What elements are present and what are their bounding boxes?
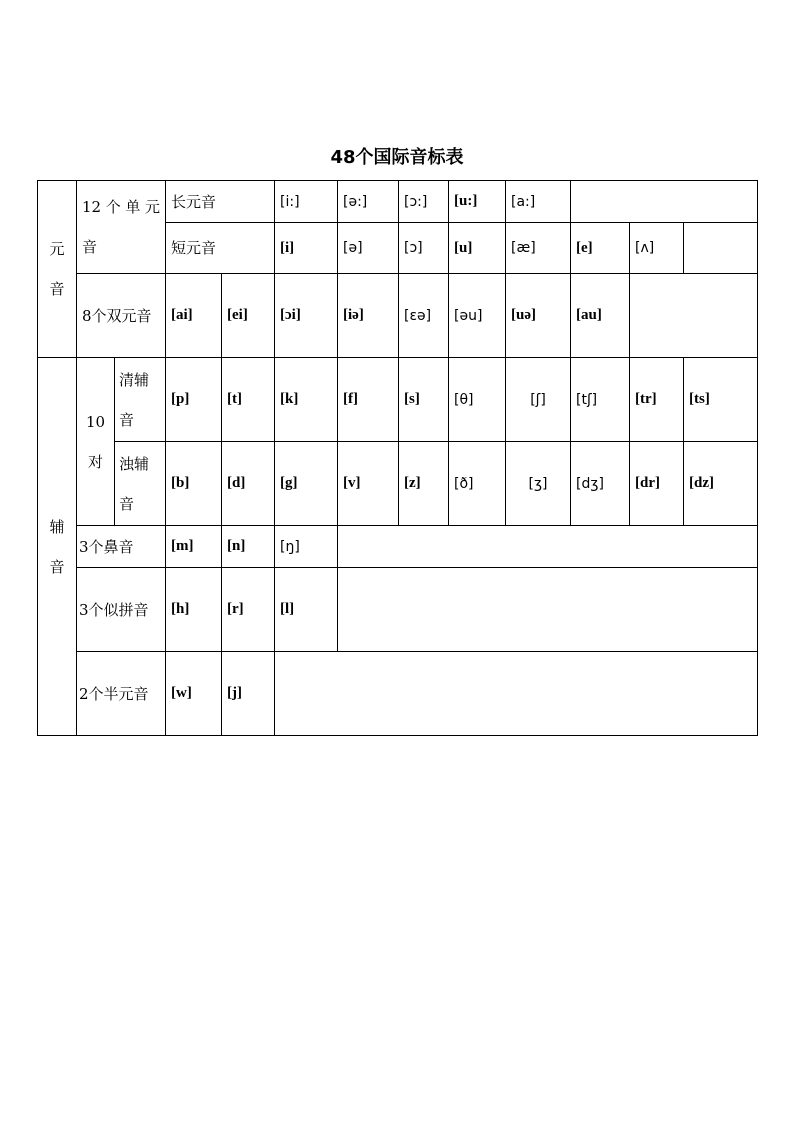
diphthong-symbol: [ei]	[222, 274, 275, 358]
diphthong-symbol: [ai]	[166, 274, 222, 358]
vowels-category-label: 元 音	[38, 181, 77, 358]
long-vowel-symbol: [a:]	[506, 181, 571, 223]
voiceless-symbol: [ʃ]	[506, 358, 571, 442]
long-vowel-symbol: [i:]	[275, 181, 338, 223]
diphthong-symbol: [əu]	[449, 274, 506, 358]
voiced-consonants-row	[38, 442, 758, 526]
consonants-category-label: 辅 音	[38, 358, 77, 736]
diphthong-symbol: [ɔi]	[275, 274, 338, 358]
empty-cell	[338, 568, 758, 652]
nasals-label: 3个鼻音	[77, 526, 166, 568]
empty-cell	[338, 526, 758, 568]
short-vowels-label: 短元音	[166, 223, 275, 274]
voiced-symbol: [v]	[338, 442, 399, 526]
diphthong-symbol: [uə]	[506, 274, 571, 358]
page-title: 48个国际音标表	[330, 147, 464, 168]
voiced-symbol: [dʒ]	[571, 442, 630, 526]
nasals-row	[38, 526, 758, 568]
voiced-symbol: [g]	[275, 442, 338, 526]
short-vowel-symbol: [ə]	[338, 223, 399, 274]
short-vowel-symbol: [æ]	[506, 223, 571, 274]
long-vowels-label: 长元音	[166, 181, 275, 223]
voiceless-symbol: [p]	[166, 358, 222, 442]
short-vowel-symbol: [ɔ]	[399, 223, 449, 274]
phonetic-table	[37, 180, 758, 736]
semivowels-label: 2个半元音	[77, 652, 166, 736]
diphthong-symbol: [au]	[571, 274, 630, 358]
long-vowel-symbol: [ɔ:]	[399, 181, 449, 223]
short-vowel-symbol: [e]	[571, 223, 630, 274]
voiced-symbol: [z]	[399, 442, 449, 526]
voiceless-symbol: [k]	[275, 358, 338, 442]
voiceless-symbol: [s]	[399, 358, 449, 442]
empty-cell	[684, 223, 758, 274]
long-vowels-row	[38, 181, 758, 223]
voiceless-symbol: [t]	[222, 358, 275, 442]
consonant-pairs-label: 10 对	[77, 358, 115, 526]
monophthong-group-label: 12个单元音	[77, 181, 166, 274]
nasal-symbol: [ŋ]	[275, 526, 338, 568]
diphthongs-row	[38, 274, 758, 358]
nasal-symbol: [n]	[222, 526, 275, 568]
empty-cell	[275, 652, 758, 736]
voiceless-symbol: [θ]	[449, 358, 506, 442]
voiced-symbol: [ʒ]	[506, 442, 571, 526]
nasal-symbol: [m]	[166, 526, 222, 568]
voiced-symbol: [ð]	[449, 442, 506, 526]
empty-cell	[571, 181, 758, 223]
voiceless-symbol: [tr]	[630, 358, 684, 442]
diphthong-symbol: [εə]	[399, 274, 449, 358]
voiced-symbol: [d]	[222, 442, 275, 526]
short-vowel-symbol: [i]	[275, 223, 338, 274]
voiceless-consonants-row	[38, 358, 758, 442]
short-vowel-symbol: [u]	[449, 223, 506, 274]
like-pinyin-symbol: [h]	[166, 568, 222, 652]
like-pinyin-row	[38, 568, 758, 652]
voiced-symbol: [b]	[166, 442, 222, 526]
like-pinyin-label: 3个似拼音	[77, 568, 166, 652]
empty-cell	[630, 274, 758, 358]
diphthong-symbol: [iə]	[338, 274, 399, 358]
like-pinyin-symbol: [r]	[222, 568, 275, 652]
voiceless-symbol: [f]	[338, 358, 399, 442]
semivowel-symbol: [w]	[166, 652, 222, 736]
long-vowel-symbol: [ə:]	[338, 181, 399, 223]
voiceless-symbol: [tʃ]	[571, 358, 630, 442]
semivowels-row	[38, 652, 758, 736]
diphthongs-label: 8个双元音	[77, 274, 166, 358]
voiceless-symbol: [ts]	[684, 358, 758, 442]
long-vowel-symbol: [u:]	[449, 181, 506, 223]
voiceless-label: 清辅音	[115, 358, 166, 442]
voiced-label: 浊辅音	[115, 442, 166, 526]
semivowel-symbol: [j]	[222, 652, 275, 736]
like-pinyin-symbol: [l]	[275, 568, 338, 652]
short-vowel-symbol: [ʌ]	[630, 223, 684, 274]
voiced-symbol: [dz]	[684, 442, 758, 526]
voiced-symbol: [dr]	[630, 442, 684, 526]
